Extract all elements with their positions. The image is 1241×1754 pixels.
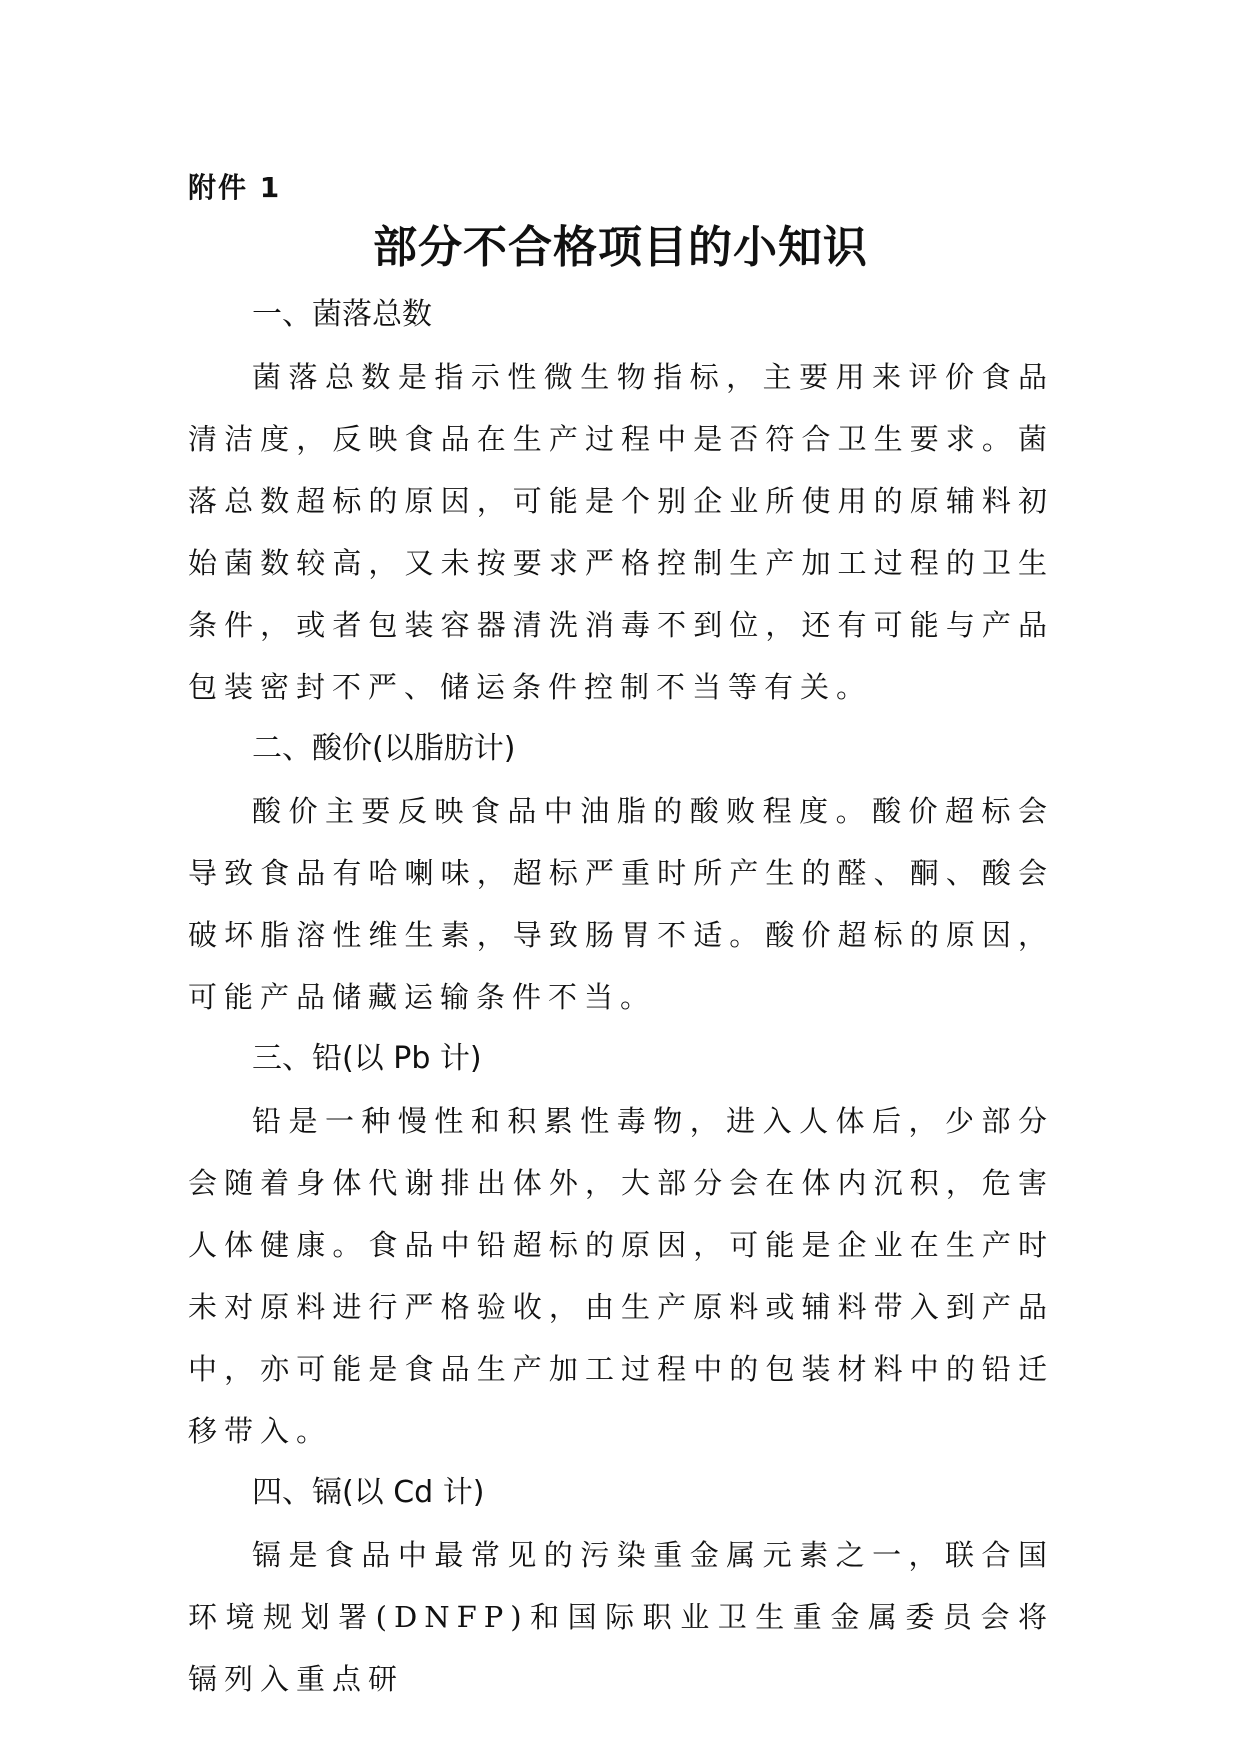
section-lead <box>188 1028 1054 1462</box>
section-total-colony-count <box>188 284 1054 718</box>
section-heading: 三、铅(以 Pb 计) <box>252 1041 482 1076</box>
section-cadmium <box>188 1462 1054 1710</box>
section-heading: 四、镉(以 Cd 计) <box>252 1475 485 1510</box>
section-paragraph: 菌落总数是指示性微生物指标，主要用来评价食品清洁度，反映食品在生产过程中是否符合卫生要求。菌落总数超标的原因，可能是个别企业所使用的原辅料初始菌数较高，又未按要求严格控制生产加工过程的卫生条件，或者包装容器清洗消毒不到位，还有可能与产品包装密封不严、储运条件控制不当等有关。 <box>188 360 1054 704</box>
section-acid-value <box>188 718 1054 1028</box>
section-heading: 二、酸价(以脂肪计) <box>252 731 516 766</box>
section-paragraph: 铅是一种慢性和积累性毒物，进入人体后，少部分会随着身体代谢排出体外，大部分会在体内沉积，危害人体健康。食品中铅超标的原因，可能是企业在生产时未对原料进行严格验收，由生产原料或辅料带入到产品中，亦可能是食品生产加工过程中的包装材料中的铅迁移带入。 <box>188 1104 1054 1448</box>
section-paragraph: 酸价主要反映食品中油脂的酸败程度。酸价超标会导致食品有哈喇味，超标严重时所产生的醛、酮、酸会破坏脂溶性维生素，导致肠胃不适。酸价超标的原因，可能产品储藏运输条件不当。 <box>188 794 1054 1014</box>
section-heading: 一、菌落总数 <box>252 297 432 332</box>
section-paragraph: 镉是食品中最常见的污染重金属元素之一，联合国环境规划署(DNFP)和国际职业卫生重金属委员会将镉列入重点研 <box>188 1538 1054 1696</box>
document-body <box>188 284 1054 1710</box>
attachment-label: 附件 1 <box>188 171 282 204</box>
document-title: 部分不合格项目的小知识 <box>373 222 868 273</box>
